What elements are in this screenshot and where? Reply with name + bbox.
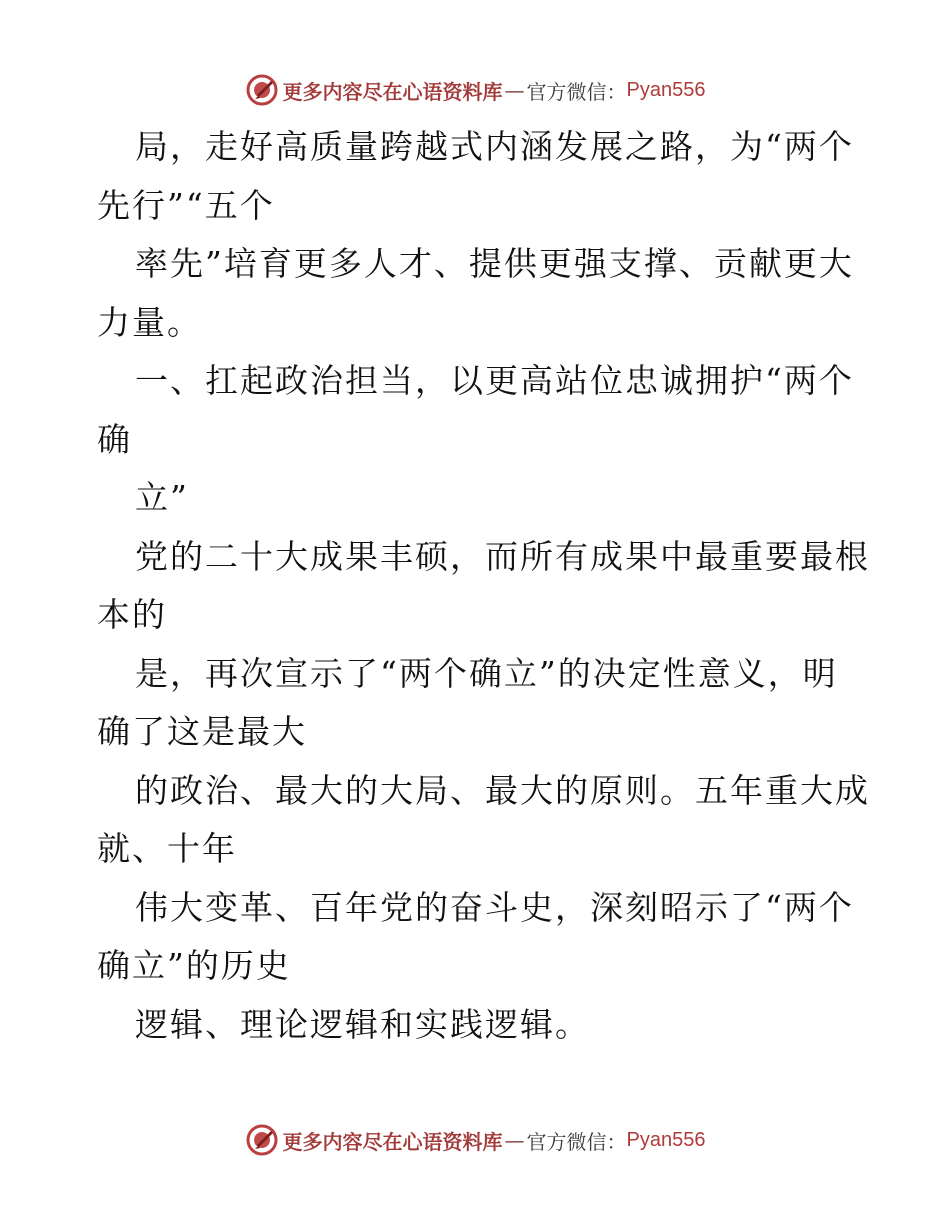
- text-line: 党的二十大成果丰硕，而所有成果中最重要最根: [135, 536, 870, 576]
- banner-wechat-label: 官方微信：: [526, 1129, 627, 1154]
- banner-wechat-id: Pyan556: [626, 78, 706, 101]
- section-heading: 一、扛起政治担当，以更高站位忠诚拥护“两个: [135, 361, 854, 400]
- text-line: 是，再次宣示了“两个确立”的决定性意义，明: [135, 653, 838, 693]
- banner-wechat-label: 官方微信：: [526, 79, 627, 104]
- banner-title: 更多内容尽在心语资料库: [282, 79, 503, 104]
- section-heading-cont: 确: [97, 419, 132, 459]
- text-line: 力量。: [97, 302, 202, 342]
- text-line: 先行”“五个: [97, 185, 275, 225]
- text-line: 局，走好高质量跨越式内涵发展之路，为“两个: [135, 127, 854, 166]
- banner-title: 更多内容尽在心语资料库: [282, 1129, 503, 1154]
- section-heading-cont: 立”: [135, 478, 189, 517]
- text-line: 逻辑、理论逻辑和实践逻辑。: [135, 1004, 590, 1044]
- banner-wechat-id: Pyan556: [626, 1128, 706, 1151]
- text-line: 确了这是最大: [97, 712, 307, 751]
- banner-dash: —: [504, 1128, 525, 1152]
- text-line: 本的: [97, 595, 167, 634]
- text-line: 伟大变革、百年党的奋斗史，深刻昭示了“两个: [135, 887, 854, 927]
- text-line: 确立”的历史: [97, 946, 291, 985]
- logo-icon: [245, 73, 279, 107]
- document-body: [97, 118, 870, 1054]
- text-line: 的政治、最大的大局、最大的原则。五年重大成: [135, 770, 870, 810]
- text-line: 就、十年: [97, 829, 237, 868]
- footer-banner: [0, 1120, 950, 1160]
- banner-dash: —: [504, 78, 525, 102]
- header-banner: [0, 70, 950, 110]
- logo-icon: [245, 1123, 279, 1157]
- text-line: 率先”培育更多人才、提供更强支撑、贡献更大: [135, 244, 854, 283]
